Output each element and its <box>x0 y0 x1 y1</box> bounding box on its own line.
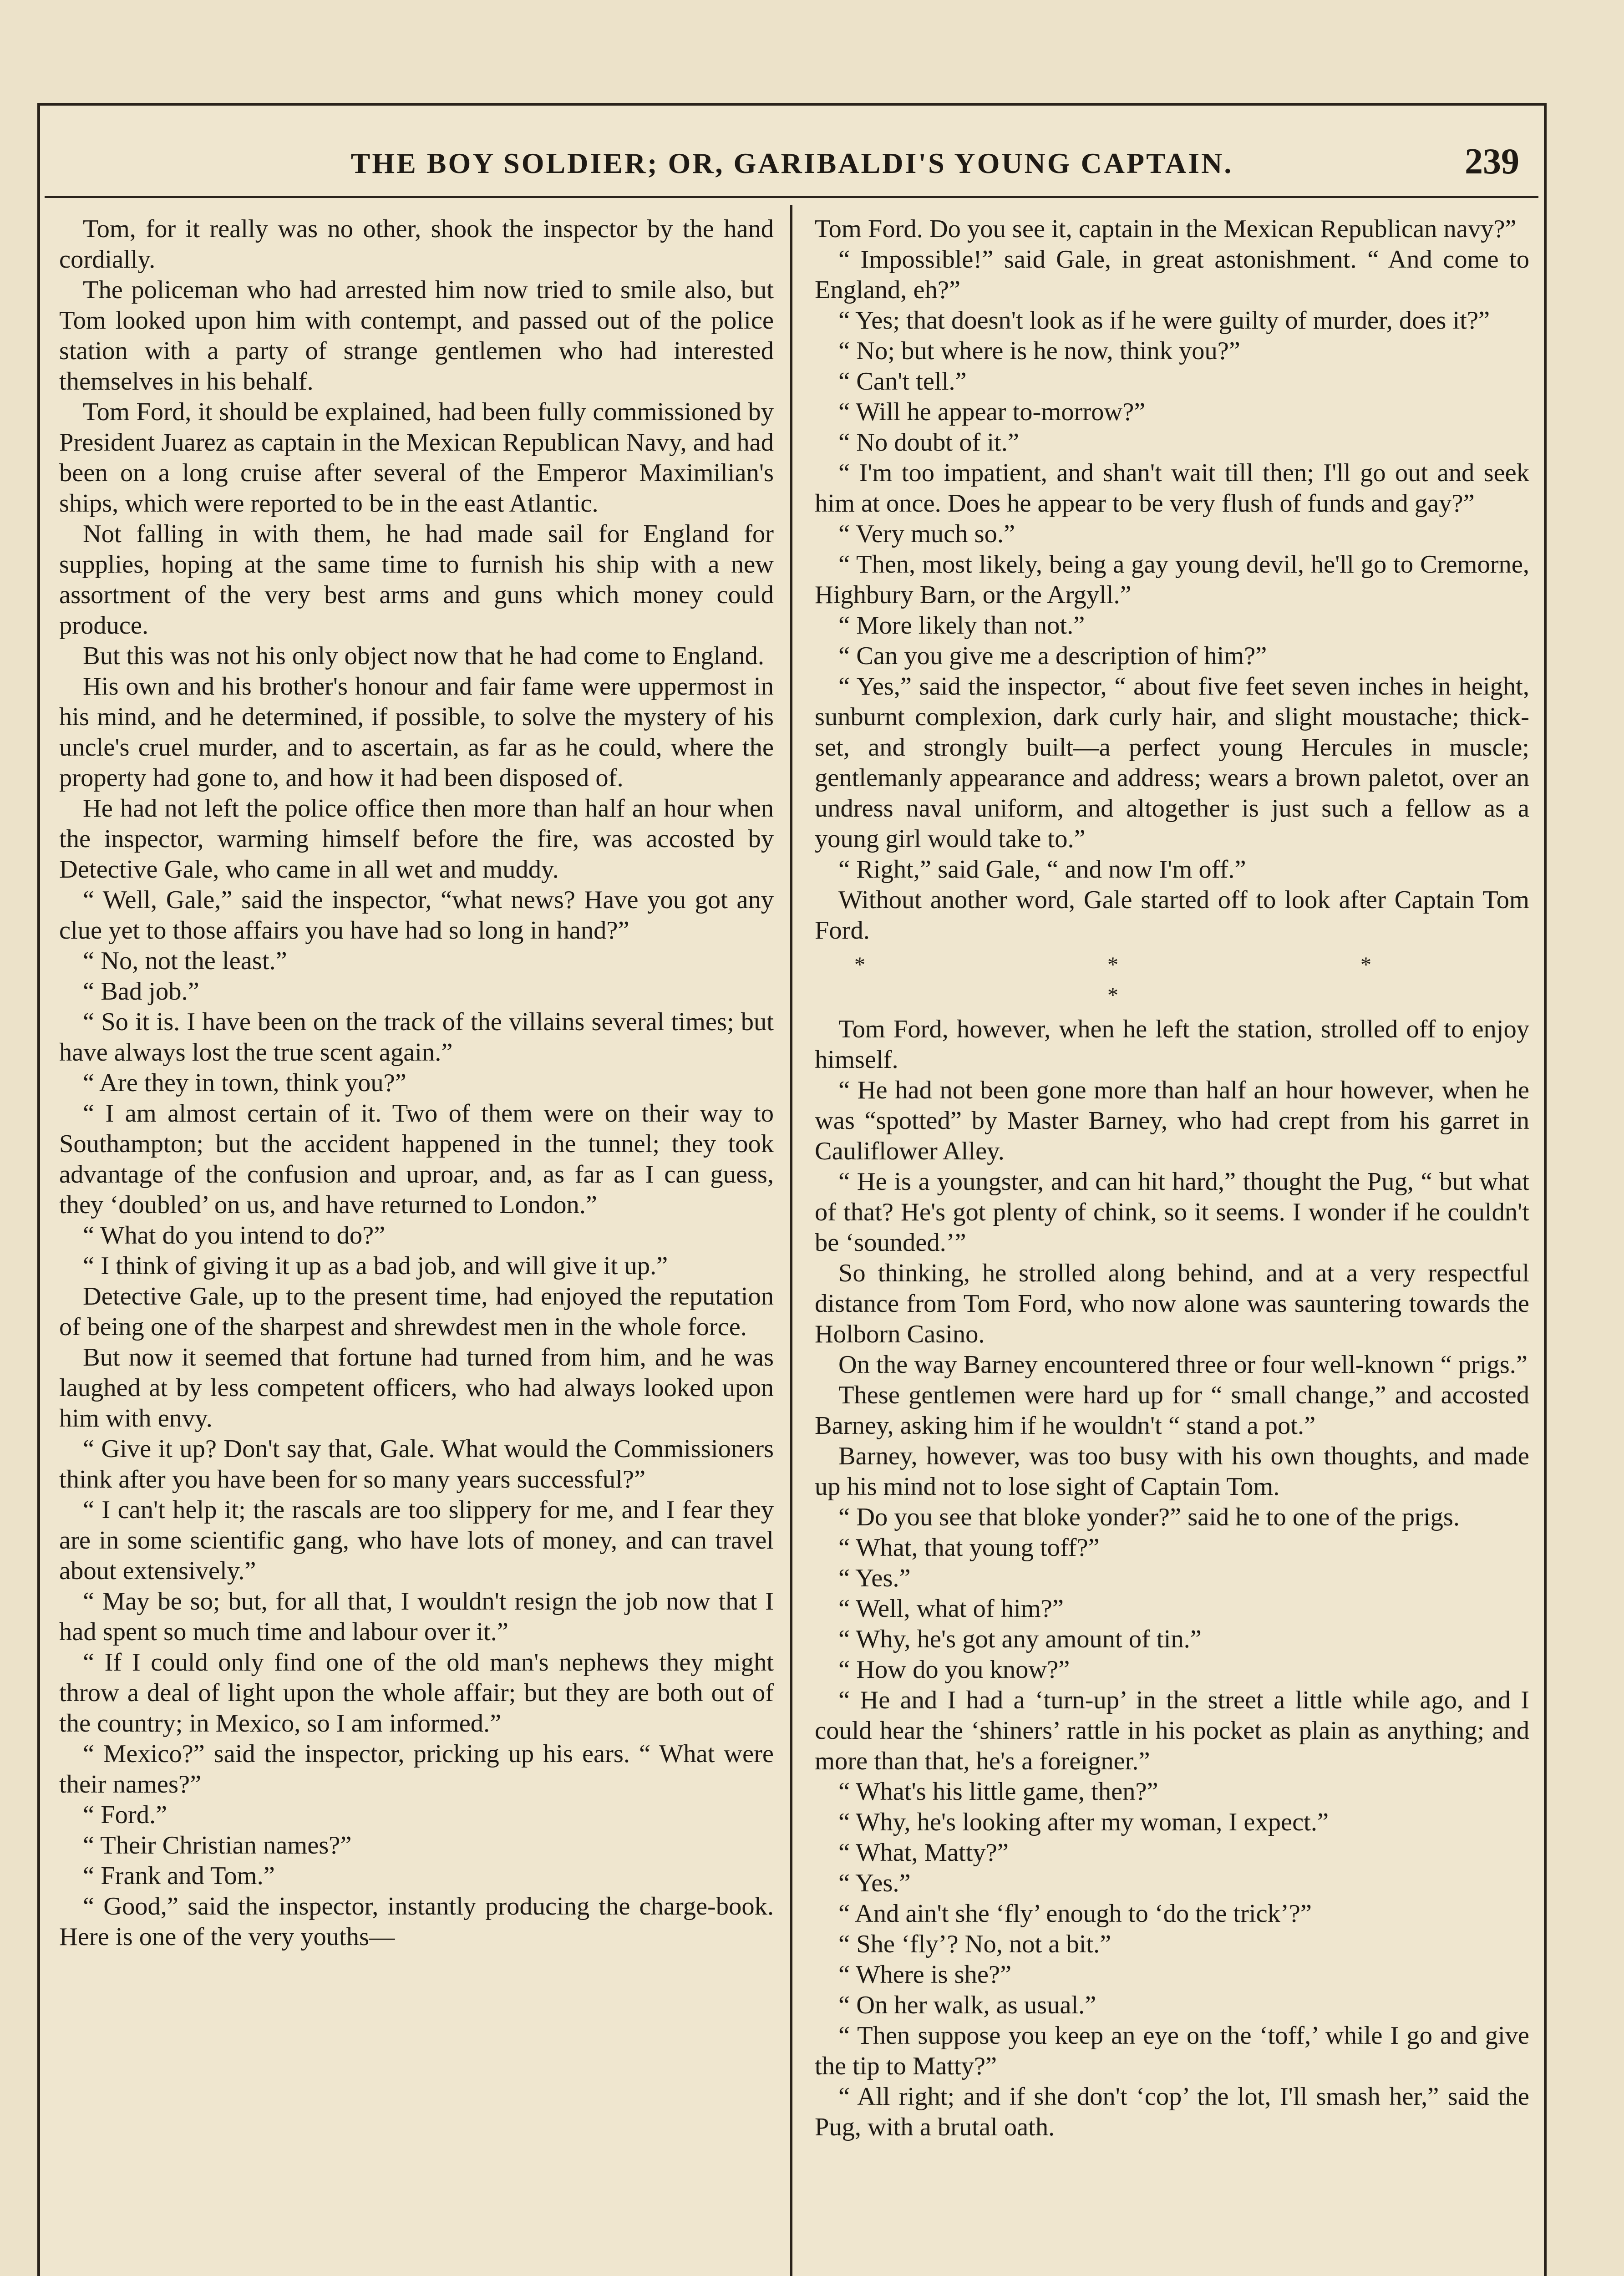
right-column <box>815 214 1529 2276</box>
column-divider <box>790 205 792 2276</box>
paragraph: Barney, however, was too busy with his own thoughts, and made up his mind not to lose sight of Captain Tom. <box>815 1442 1529 1501</box>
paragraph: But now it seemed that fortune had turned from him, and he was laughed at by less competent officers, who had always looked upon him with envy. <box>59 1343 774 1433</box>
paragraph: Tom Ford, it should be explained, had been fully commissioned by President Juarez as captain in the Mexican Republican Navy, and had been on a long cruise after several of the Emperor Maximilian's ships, which were reported to be in the east Atlantic. <box>59 398 774 518</box>
paragraph: “ Well, what of him?” <box>838 1595 1064 1623</box>
paragraph: Tom, for it really was no other, shook the inspector by the hand cordially. <box>59 215 774 274</box>
paragraph: “ He is a youngster, and can hit hard,” thought the Pug, “ but what of that? He's got plenty of chink, so it seems. I wonder if he couldn't be ‘sounded.’” <box>815 1168 1529 1257</box>
paragraph: “ Their Christian names?” <box>83 1831 352 1859</box>
paragraph: “ Can't tell.” <box>838 367 967 396</box>
paragraph: “ Right,” said Gale, “ and now I'm off.” <box>838 855 1246 884</box>
paragraph: He had not left the police office then more than half an hour when the inspector, warming himself before the fire, was accosted by Detective Gale, who came in all wet and muddy. <box>59 794 774 884</box>
paragraph: “ Give it up? Don't say that, Gale. What would the Commissioners think after you have been for so many years successful?” <box>59 1435 774 1494</box>
paragraph: “ Why, he's looking after my woman, I expect.” <box>838 1808 1329 1836</box>
paragraph: “ Do you see that bloke yonder?” said he to one of the prigs. <box>838 1503 1460 1531</box>
paragraph: “ Why, he's got any amount of tin.” <box>838 1625 1202 1653</box>
paragraph: Not falling in with them, he had made sail for England for supplies, hoping at the same time to furnish his ship with a new assortment of the very best arms and guns which money could produce. <box>59 520 774 640</box>
paragraph: “ Bad job.” <box>83 977 199 1006</box>
paragraph: “ Yes.” <box>838 1564 911 1592</box>
paragraph: On the way Barney encountered three or four well-known “ prigs.” <box>838 1351 1528 1379</box>
paragraph: “ No doubt of it.” <box>838 428 1019 457</box>
paragraph: “ Yes; that doesn't look as if he were guilty of murder, does it?” <box>838 306 1490 335</box>
paragraph: “ Will he appear to-morrow?” <box>838 398 1146 426</box>
paragraph: “ What, that young toff?” <box>838 1534 1100 1562</box>
running-title: THE BOY SOLDIER; OR, GARIBALDI'S YOUNG CAPTAIN. <box>350 147 1233 179</box>
paragraph: Tom Ford, however, when he left the station, strolled off to enjoy himself. <box>815 1015 1529 1074</box>
paragraph: “ Ford.” <box>83 1801 167 1829</box>
paragraph: “ Then suppose you keep an eye on the ‘toff,’ while I go and give the tip to Matty?” <box>815 2022 1529 2080</box>
paragraph: Detective Gale, up to the present time, had enjoyed the reputation of being one of the sharpest and shrewdest men in the whole force. <box>59 1282 774 1341</box>
paragraph: “ All right; and if she don't ‘cop’ the lot, I'll smash her,” said the Pug, with a brutal oath. <box>815 2083 1529 2141</box>
paragraph: “ Impossible!” said Gale, in great astonishment. “ And come to England, eh?” <box>815 245 1529 304</box>
paragraph: “ On her walk, as usual.” <box>838 1991 1096 2019</box>
paragraph: “ May be so; but, for all that, I wouldn't resign the job now that I had spent so much time and labour over it.” <box>59 1587 774 1646</box>
paragraph: “ Good,” said the inspector, instantly producing the charge-book. Here is one of the very youths— <box>59 1892 774 1951</box>
paragraph: “ He had not been gone more than half an hour however, when he was “spotted” by Master Barney, who had crept from his garret in Cauliflower Alley. <box>815 1076 1529 1165</box>
paragraph: “ I think of giving it up as a bad job, and will give it up.” <box>83 1252 668 1280</box>
paragraph: “ He and I had a ‘turn-up’ in the street a little while ago, and I could hear the ‘shiners’ rattle in his pocket as plain as anything; and more than that, he's a foreigner.” <box>815 1686 1529 1775</box>
paragraph: “ Yes.” <box>838 1869 911 1897</box>
paragraph: But this was not his only object now that he had come to England. <box>83 642 765 670</box>
page-number: 239 <box>1465 142 1519 182</box>
paragraph: “ Well, Gale,” said the inspector, “what news? Have you got any clue yet to those affairs you have had so long in hand?” <box>59 886 774 945</box>
running-header <box>37 137 1547 196</box>
paragraph: “ What do you intend to do?” <box>83 1221 386 1250</box>
paragraph: “ More likely than not.” <box>838 611 1085 640</box>
left-column <box>59 214 774 2276</box>
paragraph: The policeman who had arrested him now tried to smile also, but Tom looked upon him with contempt, and passed out of the police station with a party of strange gentlemen who had interested themselves in his behalf. <box>59 276 774 396</box>
paragraph: “ Yes,” said the inspector, “ about five feet seven inches in height, sunburnt complexion, dark curly hair, and slight moustache; thick-set, and strongly built—a perfect young Hercules in muscle; gentlemanly appearance and address; wears a brown paletot, over an undress naval uniform, and altogether is just such a fellow as a young girl would take to.” <box>815 672 1529 853</box>
paragraph: “ Where is she?” <box>838 1961 1012 1989</box>
paragraph: Without another word, Gale started off to look after Captain Tom Ford. <box>815 886 1529 945</box>
paragraph: “ Can you give me a description of him?” <box>838 642 1267 670</box>
paragraph: “ Frank and Tom.” <box>83 1862 275 1890</box>
paragraph: “ She ‘fly’? No, not a bit.” <box>838 1930 1111 1958</box>
paragraph: “ Very much so.” <box>838 520 1015 548</box>
paragraph: “ How do you know?” <box>838 1656 1070 1684</box>
paragraph: “ If I could only find one of the old man's nephews they might throw a deal of light upon the whole affair; but they are both out of the country; in Mexico, so I am informed.” <box>59 1648 774 1737</box>
paragraph: “ What, Matty?” <box>838 1839 1009 1867</box>
paragraph: Tom Ford. Do you see it, captain in the Mexican Republican navy?” <box>815 215 1517 243</box>
paragraph: “ No; but where is he now, think you?” <box>838 337 1240 365</box>
paragraph: “ I'm too impatient, and shan't wait till then; I'll go out and seek him at once. Does he appear to be very flush of funds and gay?” <box>815 459 1529 518</box>
paragraph: “ And ain't she ‘fly’ enough to ‘do the trick’?” <box>838 1900 1312 1928</box>
paragraph: “ I can't help it; the rascals are too slippery for me, and I fear they are in some scientific gang, who have lots of money, and can travel about extensively.” <box>59 1496 774 1585</box>
paragraph: “ Then, most likely, being a gay young devil, he'll go to Cremorne, Highbury Barn, or the Argyll.” <box>815 550 1529 609</box>
paragraph: “ What's his little game, then?” <box>838 1778 1158 1806</box>
paragraph: “ Mexico?” said the inspector, pricking up his ears. “ What were their names?” <box>59 1740 774 1798</box>
section-break: * * * * <box>854 953 1490 1007</box>
header-rule <box>45 196 1538 198</box>
paragraph: “ So it is. I have been on the track of the villains several times; but have always lost the true scent again.” <box>59 1008 774 1067</box>
paragraph: “ No, not the least.” <box>83 947 287 975</box>
paragraph: These gentlemen were hard up for “ small change,” and accosted Barney, asking him if he wouldn't “ stand a pot.” <box>815 1381 1529 1440</box>
paragraph: “ Are they in town, think you?” <box>83 1069 406 1097</box>
paragraph: His own and his brother's honour and fair fame were uppermost in his mind, and he determined, if possible, to solve the mystery of his uncle's cruel murder, and to ascertain, as far as he could, where the property had gone to, and how it had been disposed of. <box>59 672 774 792</box>
paragraph: “ I am almost certain of it. Two of them were on their way to Southampton; but the accident happened in the tunnel; they took advantage of the confusion and uproar, and, as far as I can guess, they ‘doubled’ on us, and have returned to London.” <box>59 1099 774 1219</box>
paragraph: So thinking, he strolled along behind, and at a very respectful distance from Tom Ford, who now alone was sauntering towards the Holborn Casino. <box>815 1259 1529 1348</box>
